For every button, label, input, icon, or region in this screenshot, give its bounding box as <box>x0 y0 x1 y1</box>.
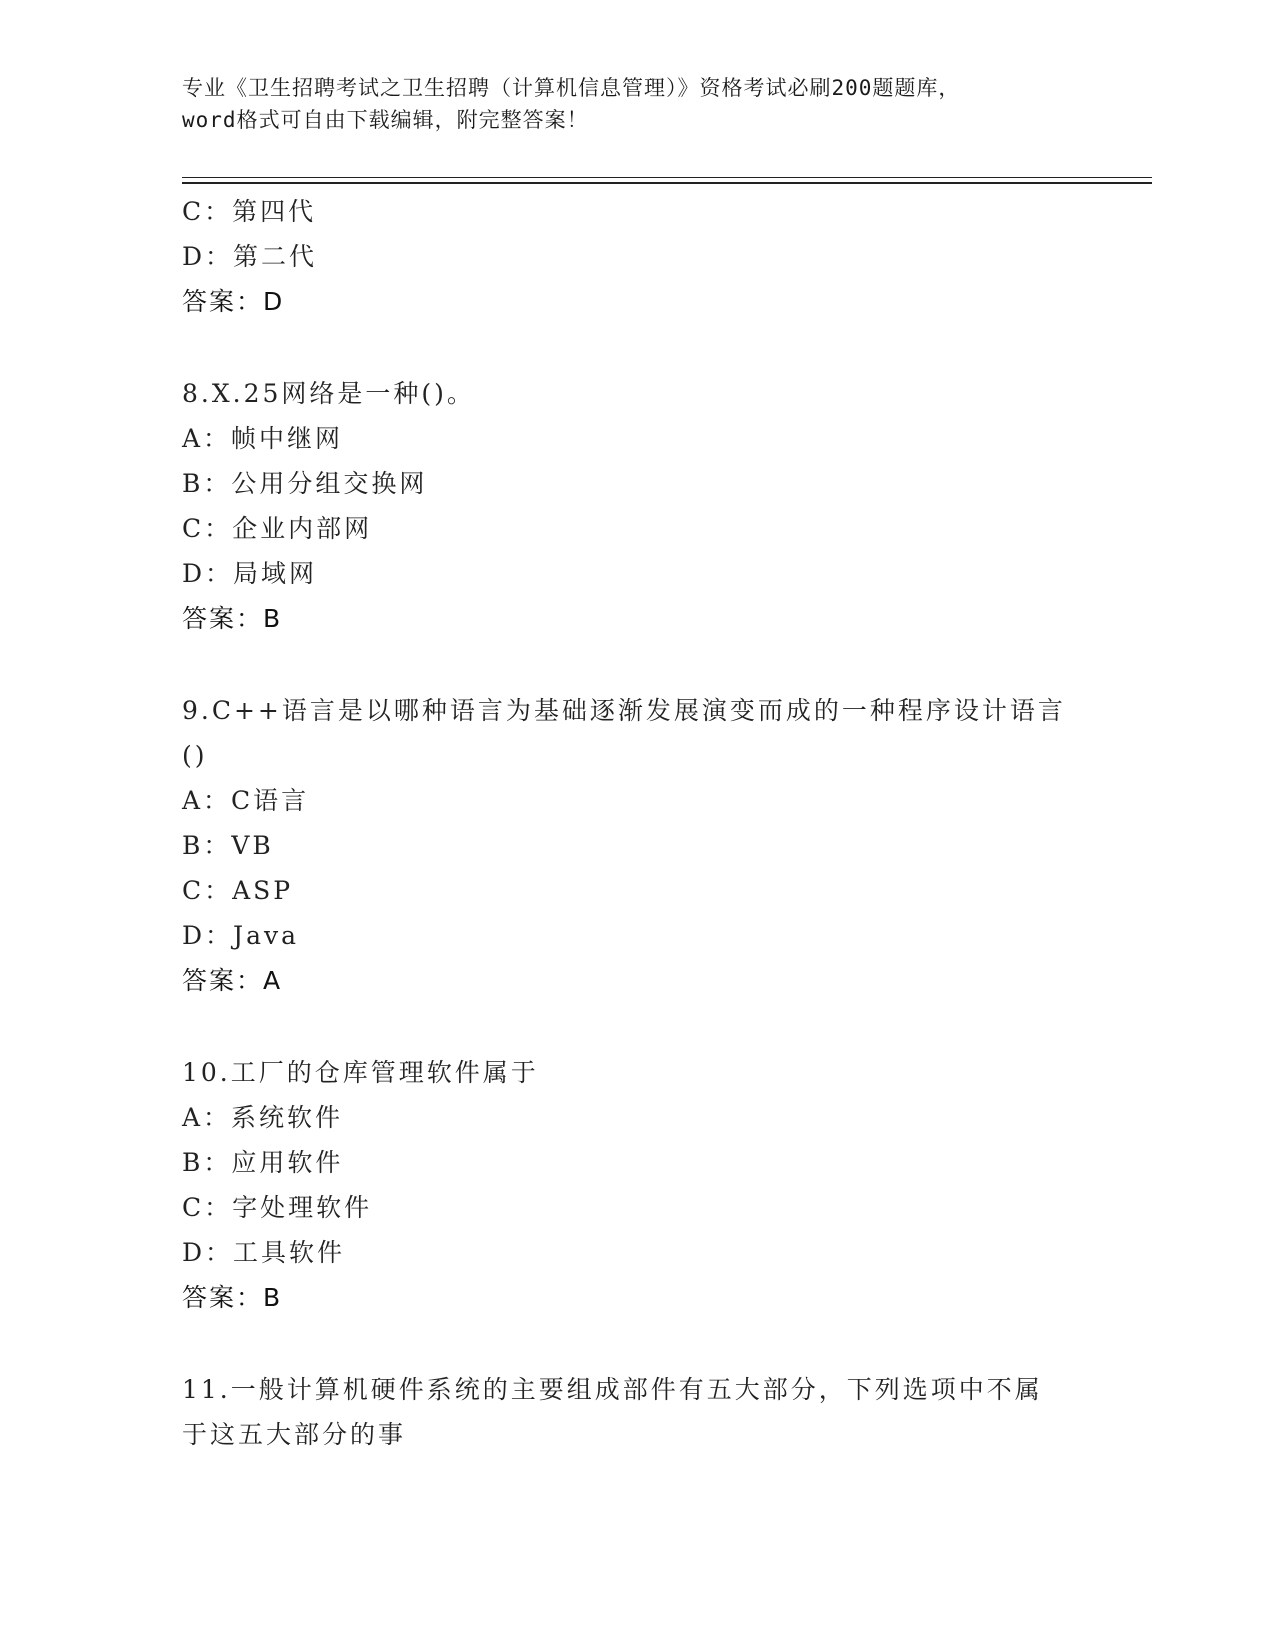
header-divider-thick <box>182 182 1152 184</box>
question-9 <box>182 688 1122 1003</box>
option-a: A：C语言 <box>182 786 310 815</box>
answer-line: 答案：B <box>182 1283 283 1312</box>
option-a: A：系统软件 <box>182 1103 344 1132</box>
question-text-continued: 于这五大部分的事 <box>182 1420 407 1449</box>
question-7-continued <box>182 189 1122 324</box>
spacer <box>182 641 1122 688</box>
question-text: 11.一般计算机硬件系统的主要组成部件有五大部分，下列选项中不属 <box>182 1375 1043 1404</box>
spacer <box>182 1320 1122 1367</box>
question-8 <box>182 371 1122 641</box>
option-c: C：第四代 <box>182 197 317 226</box>
question-text: 9.C++语言是以哪种语言为基础逐渐发展演变而成的一种程序设计语言 <box>182 696 1066 725</box>
question-11 <box>182 1367 1122 1457</box>
option-d: D：Java <box>182 921 299 950</box>
question-10 <box>182 1050 1122 1320</box>
question-text-continued: () <box>182 741 208 770</box>
question-text: 10.工厂的仓库管理软件属于 <box>182 1058 539 1087</box>
header-title-line-1: 专业《卫生招聘考试之卫生招聘（计算机信息管理）》资格考试必刷200题题库， <box>182 76 961 100</box>
document-header <box>182 72 1082 136</box>
option-c: C：ASP <box>182 876 294 905</box>
answer-line: 答案：B <box>182 604 283 633</box>
answer-line: 答案：A <box>182 966 283 995</box>
option-d: D：第二代 <box>182 242 318 271</box>
option-d: D：局域网 <box>182 559 318 588</box>
spacer <box>182 1003 1122 1050</box>
question-text: 8.X.25网络是一种()。 <box>182 379 475 408</box>
option-c: C：字处理软件 <box>182 1193 373 1222</box>
header-divider-thin <box>182 177 1152 178</box>
option-c: C：企业内部网 <box>182 514 373 543</box>
header-title-line-2: word格式可自由下载编辑，附完整答案！ <box>182 108 589 132</box>
option-a: A：帧中继网 <box>182 424 344 453</box>
answer-line: 答案：D <box>182 287 285 316</box>
option-b: B：公用分组交换网 <box>182 469 428 498</box>
spacer <box>182 324 1122 371</box>
option-b: B：应用软件 <box>182 1148 344 1177</box>
question-list <box>182 189 1122 1457</box>
option-d: D：工具软件 <box>182 1238 346 1267</box>
option-b: B：VB <box>182 831 274 860</box>
